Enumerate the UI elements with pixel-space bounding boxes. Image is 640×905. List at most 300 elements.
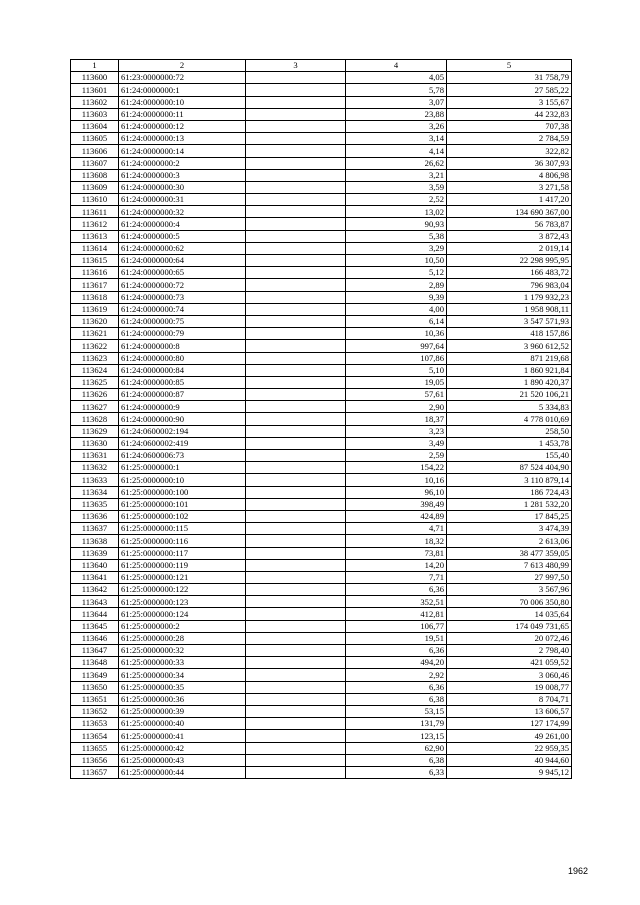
cadastral-number: 61:25:0000000:10 [119,474,246,486]
table-row [71,718,572,730]
row-number: 113638 [71,535,119,547]
amount-value: 8 704,71 [447,693,572,705]
amount-value: 17 845,25 [447,510,572,522]
empty-cell [246,206,346,218]
empty-cell [246,120,346,132]
amount-value: 7 613 480,99 [447,559,572,571]
row-number: 113649 [71,669,119,681]
amount-value: 3 960 612,52 [447,340,572,352]
table-row [71,303,572,315]
row-number: 113601 [71,84,119,96]
amount-value: 1 281 532,20 [447,498,572,510]
area-value: 4,14 [346,145,447,157]
area-value: 412,81 [346,608,447,620]
area-value: 6,36 [346,584,447,596]
cadastral-number: 61:25:0000000:35 [119,681,246,693]
table-row [71,535,572,547]
empty-cell [246,108,346,120]
area-value: 6,38 [346,754,447,766]
table-row [71,206,572,218]
table-row [71,730,572,742]
empty-cell [246,730,346,742]
cadastral-number: 61:25:0000000:1 [119,462,246,474]
table-row [71,584,572,596]
cadastral-number: 61:25:0000000:44 [119,766,246,778]
table-row [71,742,572,754]
table-row [71,279,572,291]
area-value: 6,36 [346,681,447,693]
table-row [71,645,572,657]
area-value: 62,90 [346,742,447,754]
row-number: 113653 [71,718,119,730]
area-value: 2,92 [346,669,447,681]
cadastral-number: 61:24:0000000:62 [119,242,246,254]
cadastral-number: 61:24:0000000:87 [119,389,246,401]
area-value: 154,22 [346,462,447,474]
table-row [71,389,572,401]
table-row [71,181,572,193]
empty-cell [246,596,346,608]
cadastral-number: 61:24:0000000:1 [119,84,246,96]
area-value: 2,89 [346,279,447,291]
amount-value: 3 567,96 [447,584,572,596]
amount-value: 127 174,99 [447,718,572,730]
cadastral-number: 61:24:0000000:73 [119,291,246,303]
row-number: 113655 [71,742,119,754]
empty-cell [246,364,346,376]
area-value: 3,14 [346,133,447,145]
cadastral-number: 61:24:0000000:8 [119,340,246,352]
cadastral-number: 61:24:0000000:85 [119,376,246,388]
table-row [71,401,572,413]
area-value: 90,93 [346,218,447,230]
cadastral-number: 61:25:0000000:124 [119,608,246,620]
empty-cell [246,705,346,717]
row-number: 113645 [71,620,119,632]
row-number: 113624 [71,364,119,376]
empty-cell [246,84,346,96]
row-number: 113602 [71,96,119,108]
table-row [71,120,572,132]
table-row [71,84,572,96]
row-number: 113634 [71,486,119,498]
row-number: 113628 [71,413,119,425]
row-number: 113642 [71,584,119,596]
area-value: 4,71 [346,523,447,535]
cadastral-number: 61:24:0000000:12 [119,120,246,132]
row-number: 113618 [71,291,119,303]
cadastral-number: 61:25:0000000:34 [119,669,246,681]
amount-value: 1 860 921,84 [447,364,572,376]
table-row [71,705,572,717]
cadastral-number: 61:25:0000000:100 [119,486,246,498]
row-number: 113646 [71,632,119,644]
amount-value: 3 155,67 [447,96,572,108]
empty-cell [246,474,346,486]
amount-value: 20 072,46 [447,632,572,644]
table-row [71,437,572,449]
cadastral-number: 61:25:0000000:41 [119,730,246,742]
table-row [71,364,572,376]
area-value: 6,14 [346,315,447,327]
empty-cell [246,279,346,291]
row-number: 113623 [71,352,119,364]
area-value: 26,62 [346,157,447,169]
cadastral-number: 61:24:0000000:31 [119,194,246,206]
table-row [71,96,572,108]
empty-cell [246,486,346,498]
cadastral-number: 61:25:0000000:42 [119,742,246,754]
header-row [71,60,572,72]
table-row [71,218,572,230]
area-value: 3,49 [346,437,447,449]
area-value: 7,71 [346,571,447,583]
row-number: 113632 [71,462,119,474]
area-value: 494,20 [346,657,447,669]
cadastral-number: 61:24:0600002:419 [119,437,246,449]
cadastral-number: 61:24:0000000:30 [119,181,246,193]
row-number: 113654 [71,730,119,742]
row-number: 113622 [71,340,119,352]
table-row [71,510,572,522]
empty-cell [246,559,346,571]
empty-cell [246,389,346,401]
table-row [71,376,572,388]
empty-cell [246,194,346,206]
amount-value: 3 474,39 [447,523,572,535]
amount-value: 3 547 571,93 [447,315,572,327]
amount-value: 21 520 106,21 [447,389,572,401]
table-row [71,242,572,254]
cadastral-number: 61:24:0000000:90 [119,413,246,425]
empty-cell [246,523,346,535]
row-number: 113650 [71,681,119,693]
empty-cell [246,352,346,364]
amount-value: 2 613,06 [447,535,572,547]
empty-cell [246,669,346,681]
cadastral-number: 61:24:0000000:2 [119,157,246,169]
row-number: 113610 [71,194,119,206]
row-number: 113611 [71,206,119,218]
area-value: 3,21 [346,169,447,181]
area-value: 3,59 [346,181,447,193]
table-row [71,352,572,364]
area-value: 5,78 [346,84,447,96]
row-number: 113613 [71,230,119,242]
row-number: 113627 [71,401,119,413]
amount-value: 27 997,50 [447,571,572,583]
table-row [71,267,572,279]
row-number: 113616 [71,267,119,279]
amount-value: 186 724,43 [447,486,572,498]
row-number: 113641 [71,571,119,583]
row-number: 113605 [71,133,119,145]
empty-cell [246,742,346,754]
cadastral-number: 61:25:0000000:39 [119,705,246,717]
amount-value: 19 008,77 [447,681,572,693]
row-number: 113626 [71,389,119,401]
amount-value: 166 483,72 [447,267,572,279]
cadastral-number: 61:25:0000000:43 [119,754,246,766]
area-value: 424,89 [346,510,447,522]
empty-cell [246,425,346,437]
table-row [71,328,572,340]
area-value: 3,29 [346,242,447,254]
empty-cell [246,145,346,157]
empty-cell [246,645,346,657]
empty-cell [246,608,346,620]
amount-value: 27 585,22 [447,84,572,96]
area-value: 3,23 [346,425,447,437]
table-row [71,571,572,583]
table-row [71,255,572,267]
area-value: 131,79 [346,718,447,730]
area-value: 123,15 [346,730,447,742]
table-row [71,315,572,327]
table-row [71,498,572,510]
amount-value: 1 453,78 [447,437,572,449]
cadastral-number: 61:24:0000000:65 [119,267,246,279]
row-number: 113657 [71,766,119,778]
area-value: 107,86 [346,352,447,364]
area-value: 96,10 [346,486,447,498]
amount-value: 174 049 731,65 [447,620,572,632]
table-row [71,608,572,620]
empty-cell [246,242,346,254]
cadastral-number: 61:25:0000000:116 [119,535,246,547]
empty-cell [246,133,346,145]
empty-cell [246,291,346,303]
area-value: 53,15 [346,705,447,717]
area-value: 2,52 [346,194,447,206]
area-value: 3,26 [346,120,447,132]
area-value: 398,49 [346,498,447,510]
row-number: 113647 [71,645,119,657]
cadastral-number: 61:25:0000000:119 [119,559,246,571]
empty-cell [246,547,346,559]
amount-value: 258,50 [447,425,572,437]
amount-value: 3 271,58 [447,181,572,193]
cadastral-number: 61:24:0000000:72 [119,279,246,291]
cadastral-number: 61:24:0000000:32 [119,206,246,218]
area-value: 997,64 [346,340,447,352]
row-number: 113637 [71,523,119,535]
table-row [71,693,572,705]
amount-value: 1 958 908,11 [447,303,572,315]
amount-value: 13 606,57 [447,705,572,717]
amount-value: 49 261,00 [447,730,572,742]
area-value: 6,33 [346,766,447,778]
empty-cell [246,169,346,181]
amount-value: 1 179 932,23 [447,291,572,303]
amount-value: 707,38 [447,120,572,132]
header-col-4: 4 [346,60,447,72]
empty-cell [246,681,346,693]
amount-value: 2 798,40 [447,645,572,657]
row-number: 113604 [71,120,119,132]
amount-value: 70 006 350,80 [447,596,572,608]
area-value: 4,00 [346,303,447,315]
cadastral-number: 61:25:0000000:2 [119,620,246,632]
area-value: 9,39 [346,291,447,303]
table-row [71,340,572,352]
amount-value: 22 298 995,95 [447,255,572,267]
empty-cell [246,303,346,315]
empty-cell [246,437,346,449]
row-number: 113621 [71,328,119,340]
table-row [71,169,572,181]
cadastral-number: 61:24:0000000:79 [119,328,246,340]
cadastral-number: 61:25:0000000:40 [119,718,246,730]
table-row [71,133,572,145]
area-value: 19,51 [346,632,447,644]
cadastral-number: 61:25:0000000:115 [119,523,246,535]
empty-cell [246,462,346,474]
area-value: 14,20 [346,559,447,571]
area-value: 13,02 [346,206,447,218]
cadastral-number: 61:24:0000000:10 [119,96,246,108]
cadastral-number: 61:25:0000000:28 [119,632,246,644]
amount-value: 4 806,98 [447,169,572,181]
cadastral-number: 61:24:0000000:3 [119,169,246,181]
table-row [71,620,572,632]
cadastral-number: 61:24:0000000:80 [119,352,246,364]
row-number: 113644 [71,608,119,620]
empty-cell [246,315,346,327]
empty-cell [246,535,346,547]
row-number: 113612 [71,218,119,230]
empty-cell [246,96,346,108]
amount-value: 3 872,43 [447,230,572,242]
area-value: 10,16 [346,474,447,486]
empty-cell [246,450,346,462]
empty-cell [246,401,346,413]
amount-value: 3 060,46 [447,669,572,681]
row-number: 113648 [71,657,119,669]
cadastral-number: 61:24:0000000:4 [119,218,246,230]
header-col-3: 3 [246,60,346,72]
empty-cell [246,413,346,425]
amount-value: 31 758,79 [447,72,572,84]
table-row [71,632,572,644]
table-row [71,194,572,206]
row-number: 113625 [71,376,119,388]
cadastral-number: 61:25:0000000:122 [119,584,246,596]
table-row [71,413,572,425]
amount-value: 9 945,12 [447,766,572,778]
row-number: 113640 [71,559,119,571]
row-number: 113639 [71,547,119,559]
amount-value: 14 035,64 [447,608,572,620]
amount-value: 418 157,86 [447,328,572,340]
table-row [71,462,572,474]
empty-cell [246,255,346,267]
area-value: 106,77 [346,620,447,632]
amount-value: 40 944,60 [447,754,572,766]
cadastral-number: 61:24:0000000:84 [119,364,246,376]
row-number: 113636 [71,510,119,522]
amount-value: 2 784,59 [447,133,572,145]
row-number: 113651 [71,693,119,705]
amount-value: 421 059,52 [447,657,572,669]
empty-cell [246,632,346,644]
amount-value: 796 983,04 [447,279,572,291]
area-value: 73,81 [346,547,447,559]
cadastral-number: 61:24:0000000:13 [119,133,246,145]
page-number: 1962 [567,866,588,876]
table-row [71,766,572,778]
header-col-5: 5 [447,60,572,72]
cadastral-number: 61:23:0000000:72 [119,72,246,84]
empty-cell [246,328,346,340]
table-row [71,157,572,169]
cadastral-number: 61:25:0000000:102 [119,510,246,522]
empty-cell [246,340,346,352]
row-number: 113609 [71,181,119,193]
area-value: 3,07 [346,96,447,108]
cadastral-number: 61:24:0000000:11 [119,108,246,120]
amount-value: 871 219,68 [447,352,572,364]
row-number: 113606 [71,145,119,157]
row-number: 113629 [71,425,119,437]
table-row [71,72,572,84]
cadastral-number: 61:24:0000000:5 [119,230,246,242]
empty-cell [246,181,346,193]
empty-cell [246,498,346,510]
area-value: 2,90 [346,401,447,413]
area-value: 10,50 [346,255,447,267]
area-value: 5,38 [346,230,447,242]
row-number: 113620 [71,315,119,327]
amount-value: 5 334,83 [447,401,572,413]
empty-cell [246,766,346,778]
amount-value: 2 019,14 [447,242,572,254]
row-number: 113600 [71,72,119,84]
row-number: 113635 [71,498,119,510]
row-number: 113615 [71,255,119,267]
cadastral-number: 61:24:0000000:64 [119,255,246,267]
amount-value: 1 417,20 [447,194,572,206]
area-value: 18,37 [346,413,447,425]
row-number: 113614 [71,242,119,254]
cadastral-number: 61:24:0000000:74 [119,303,246,315]
empty-cell [246,218,346,230]
table-row [71,425,572,437]
empty-cell [246,230,346,242]
table-row [71,754,572,766]
cadastral-number: 61:25:0000000:121 [119,571,246,583]
row-number: 113643 [71,596,119,608]
row-number: 113603 [71,108,119,120]
cadastral-number: 61:25:0000000:101 [119,498,246,510]
table-row [71,681,572,693]
amount-value: 38 477 359,05 [447,547,572,559]
empty-cell [246,571,346,583]
table-row [71,596,572,608]
table-row [71,230,572,242]
empty-cell [246,620,346,632]
row-number: 113656 [71,754,119,766]
amount-value: 322,82 [447,145,572,157]
table-row [71,486,572,498]
cadastral-number: 61:25:0000000:32 [119,645,246,657]
amount-value: 36 307,93 [447,157,572,169]
area-value: 6,36 [346,645,447,657]
table-row [71,657,572,669]
area-value: 19,05 [346,376,447,388]
amount-value: 87 524 404,90 [447,462,572,474]
cadastral-number: 61:25:0000000:123 [119,596,246,608]
